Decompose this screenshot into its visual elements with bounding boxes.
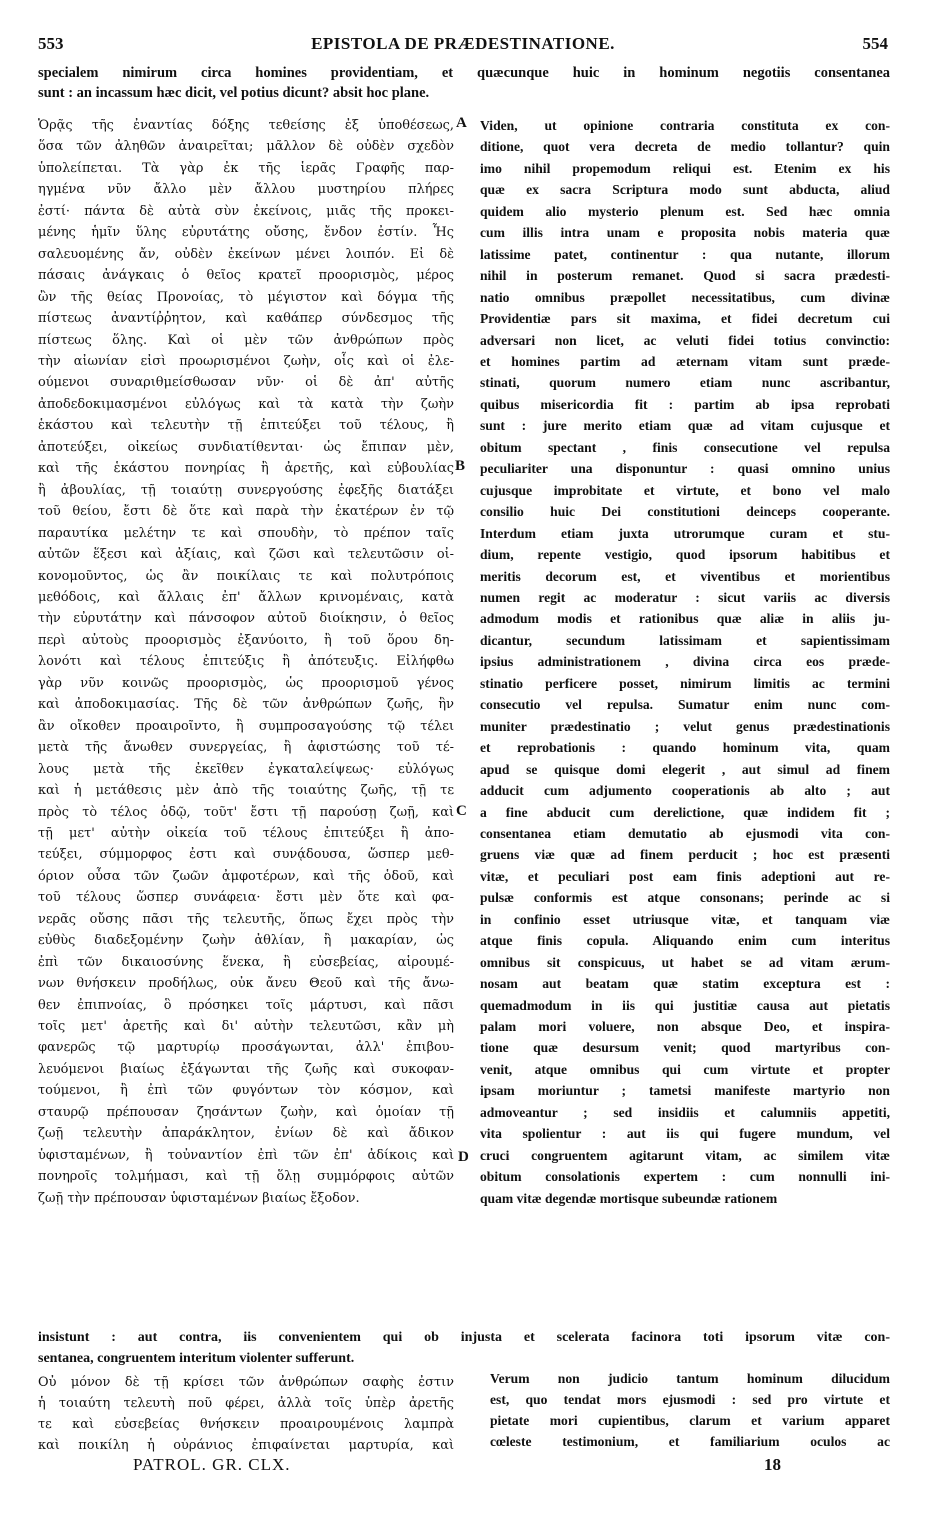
latin-line: adversari non licet, ac veluti fidei totius convinctio: bbox=[480, 332, 890, 348]
greek-line: ὑφισταμένων, ἢ τοὐναντίον ἐπὶ τῶν ἐπ' ἀδίκοις καὶ bbox=[38, 1147, 454, 1163]
full-line: insistunt : aut contra, iis convenientem qui ob injusta et scelerata facinora toti ipsorum vitæ con- bbox=[38, 1330, 890, 1345]
greek-line: καὶ ἡ μετάθεσις μὲν ἀπὸ τῆς τοιαύτης ζωῆς, τῇ τε bbox=[38, 783, 454, 799]
greek-line: τοῦ τέλους ὥσπερ συνάφεια· ἔστι μὲν ὅτε καὶ φα- bbox=[38, 890, 454, 906]
greek-line: σταυρῷ πρέπουσαν ζησάντων ζωὴν, καὶ ὁμοίαν τῇ bbox=[38, 1104, 454, 1120]
section-marker-b: B bbox=[455, 458, 466, 474]
latin-line: vita spolientur : aut iis qui fugere mundum, vel bbox=[480, 1126, 890, 1142]
greek-line: ἀποδεδοκιμασμένοι εὐλόγως καὶ τὰ κατὰ τὴν ζωὴν bbox=[38, 396, 454, 412]
greek-line: περὶ αὐτοὺς προορισμὸς ἐξανύοιτο, ἢ τοῦ ὅρου δη- bbox=[38, 632, 454, 648]
greek-line: πρὸς τὸ τέλος ὁδῷ, τοῦτ' ἔστι τῇ παρούσῃ ζωῇ, καὶ bbox=[38, 804, 454, 820]
greek-line: καὶ τῆς ἑκάστου πονηρίας ἢ ἀρετῆς, καὶ εὐβουλίας bbox=[38, 461, 454, 477]
latin-line: Verum non judicio tantum hominum dilucidum bbox=[490, 1371, 890, 1386]
greek-line: τῇ μετ' αὐτὴν οἰκεία τοῦ τέλους ἐπιτεύξει ἢ ἀπο- bbox=[38, 825, 454, 841]
greek-line: μένης ἡμῖν ὕλης εὐρυτάτης οὔσης, ἔνδον ἐστίν. Ἧς bbox=[38, 225, 454, 241]
latin-line: consentanea etiam demutatio ab ejusmodi vita con- bbox=[480, 825, 890, 841]
page-title: EPISTOLA DE PRÆDESTINATIONE. bbox=[311, 34, 615, 53]
latin-line: stinati, quorum numero etiam nunc ascribantur, bbox=[480, 375, 890, 391]
greek-line: λους μετὰ τῆς ἐκεῖθεν ἐγκαταλείψεως· εὐλόγως bbox=[38, 761, 454, 777]
greek-line: εὐθὺς διαδεξομένην ζωὴν ἀθλίαν, ἢ μακαρίαν, ὡς bbox=[38, 933, 454, 949]
greek-line: νων θνήσκειν προδήλως, οὐκ ἄνευ Θεοῦ καὶ τῆς ἄνω- bbox=[38, 976, 454, 992]
greek-line: ὢν τῆς θείας Προνοίας, τὸ μέγιστον καὶ δόγμα τῆς bbox=[38, 289, 454, 305]
greek-line: Ὁρᾷς τῆς ἐναντίας δόξης τεθείσης ἐξ ὑποθέσεως, bbox=[38, 118, 454, 133]
latin-line: pietate mori cupientibus, clarum et varium apparet bbox=[490, 1413, 890, 1428]
section-marker-a: A bbox=[456, 115, 467, 131]
latin-line: omnibus sit conspicuus, ut habet se ad vitam ærum- bbox=[480, 954, 890, 970]
latin-line: latissime patet, continentur : qua nutante, illorum bbox=[480, 246, 890, 262]
greek-line: τεύξει, σύμμορφος ἐστι καὶ συνᾴδουσα, ὥσπερ μεθ- bbox=[38, 847, 454, 863]
greek-line: ὅσα τῶν ἀληθῶν ἀναιρεῖται; μᾶλλον δὲ οὐδὲν σχεδὸν bbox=[38, 139, 454, 155]
latin-line: et homines partim ad æternam vitam sunt præde- bbox=[480, 353, 890, 369]
latin-line: nihil in posterum remanet. Quod si sacra prædesti- bbox=[480, 268, 890, 284]
latin-line: cœleste testimonium, et familiarium oculos ac bbox=[490, 1434, 890, 1449]
latin-line: adducit cum adjumento cooperationis ab alto ; aut bbox=[480, 783, 890, 799]
greek-line: ἀποτεύξει, οἰκείως συνδιατίθενται· ὡς ἔπιπαν μὲν, bbox=[38, 439, 454, 455]
running-header bbox=[38, 34, 888, 56]
full-width-paragraph bbox=[38, 1327, 890, 1369]
latin-line: quæ ex sacra Scriptura modo sunt abducta, aliud bbox=[480, 182, 890, 198]
latin-line: numen regit ac moderatur : sicut variis ac diversis bbox=[480, 589, 890, 605]
latin-line: venit, atque omnibus qui cum virtute et propter bbox=[480, 1061, 890, 1077]
page-number-left: 553 bbox=[38, 34, 64, 53]
greek-line: ζωῇ τελευτὴν ἀπαράκλητον, ἐνίων δὲ καὶ ἄδικον bbox=[38, 1126, 454, 1142]
footer-signature: 18 bbox=[764, 1455, 781, 1474]
latin-line: et reprobationis : quando hominum vita, quam bbox=[480, 740, 890, 756]
greek-line: τὴν αἰωνίαν εἰσὶ προωρισμένοι ζωὴν, οἷς καὶ οἱ ἐλε- bbox=[38, 353, 454, 369]
greek-line: ὑπολείπεται. Τὰ γὰρ ἐκ τῆς ἱερᾶς Γραφῆς παρ- bbox=[38, 160, 454, 176]
greek-line: φανερῶς τῷ μαρτυρίῳ προσάγωνται, ἀλλ' ἐπιβου- bbox=[38, 1040, 454, 1056]
greek-line: ἡ τοιαύτη τελευτὴ ποῦ φέρει, ἀλλὰ τοῖς ὑπὲρ ἀρετῆς bbox=[38, 1396, 454, 1411]
latin-line: quemadmodum in iis qui justitiæ causa aut pietatis bbox=[480, 997, 890, 1013]
greek-line: ἂν οἴκοθεν προαιροῖντο, ἢ συμπροσαγούσης τῷ τέλει bbox=[38, 718, 454, 734]
greek-line: νερᾶς οὔσης πᾶσι τῆς τελευτῆς, ὅπως ἔχει πρὸς τὴν bbox=[38, 911, 454, 927]
latin-line: quam vitæ degendæ mortisque subeundæ rationem bbox=[480, 1190, 778, 1206]
greek-line: τε καὶ εὐσεβείας θνήσκειν προαιρουμένοις λαμπρὰ bbox=[38, 1417, 454, 1432]
greek-line: γὰρ νῦν κοινῶς προορισμὸς, ὡς προορισμοῦ γένος bbox=[38, 675, 454, 691]
intro-line: specialem nimirum circa homines providentiam, et quæcunque huic in hominum negotiis consentanea bbox=[38, 65, 890, 81]
latin-line: ditione, quot vera decreta de medio tollantur? quin bbox=[480, 139, 890, 155]
greek-line: τοῦ θείου, ἔστι δὲ ὅτε καὶ παρὰ τὴν ἑκατέρων ἐν τῷ bbox=[38, 504, 454, 520]
latin-line: obitum spectant , finis consecutione vel repulsa bbox=[480, 439, 890, 455]
latin-column bbox=[480, 115, 890, 1209]
greek-line: αὐτῶν ἕξεσι καὶ ἀξίαις, καὶ ζῶσι καὶ τελευτῶσιν οἰ- bbox=[38, 547, 454, 563]
greek-line: ηγμένα νῦν ἄλλο μὲν ἄλλου μυστηρίου πλήρες bbox=[38, 182, 454, 198]
greek-line: ούμενοι συναριθμείσθωσαν νῦν· οἱ δὲ ἀπ' αὐτῆς bbox=[38, 375, 454, 391]
latin-line: a fine abducit cum derelictione, quæ indidem fit ; bbox=[480, 804, 890, 820]
latin-line: cujusque improbitate et virtute, et bono vel malo bbox=[480, 482, 890, 498]
latin-line: Providentiæ pars sit maxima, et fidei decretum cui bbox=[480, 311, 890, 327]
latin-line: stinatio perficere posset, nimirum limitis ac termini bbox=[480, 675, 890, 691]
greek-line: τοῖς μετ' ἀρετῆς καὶ δι' αὐτὴν τελευτῶσι, κἂν μὴ bbox=[38, 1019, 454, 1035]
bottom-greek-paragraph bbox=[38, 1372, 454, 1456]
greek-line: πίστεως ὅλης. Καὶ οἱ μὲν τῶν ἀνθρώπων πρὸς bbox=[38, 332, 454, 348]
intro-paragraph bbox=[38, 63, 890, 103]
latin-line: consecutio vel repulsa. Sumatur enim nunc com- bbox=[480, 697, 890, 713]
latin-line: admoveantur ; sed insidiis et calumniis appetiti, bbox=[480, 1104, 890, 1120]
greek-line: λευόμενοι βιαίως ἐξάγωνται τῆς ζωῆς καὶ συκοφαν- bbox=[38, 1061, 454, 1077]
greek-line: όριον οὖσα τῶν ζωῶν ἀμφοτέρων, καὶ τῆς ὁδοῦ, καὶ bbox=[38, 868, 454, 884]
latin-line: palam mori voluere, non absque Deo, et inspira- bbox=[480, 1019, 890, 1035]
latin-line: nosam aut beatam quæ statim exceptura est : bbox=[480, 976, 890, 992]
greek-line: καὶ ἀποδοκιμασίας. Τῆς δὲ τῶν ἀνθρώπων ζωῆς, ἣν bbox=[38, 697, 454, 713]
section-marker-c: C bbox=[456, 803, 467, 819]
greek-line: θεν ἐπιπνοίας, ὃ πρόσηκει τοῖς μάρτυσι, καὶ πᾶσι bbox=[38, 997, 454, 1013]
footer-series: PATROL. GR. CLX. bbox=[133, 1455, 291, 1474]
greek-line: σαλευομένης ἄν, οὐδὲν ἐκείνων μένει λοιπόν. Εἰ δὲ bbox=[38, 246, 454, 262]
latin-line: cruci congruentem agitarunt vitam, ac similem vitæ bbox=[480, 1147, 890, 1163]
latin-line: meritis decorum est, et viventibus et morientibus bbox=[480, 568, 890, 584]
latin-line: muniter prædestinatio ; velut genus prædestinationis bbox=[480, 718, 890, 734]
latin-line: vitæ, et peculiari post eam finis adeptioni aut re- bbox=[480, 868, 890, 884]
latin-line: consilio huic Dei constitutioni deinceps cooperante. bbox=[480, 504, 890, 520]
greek-line: μετὰ τῆς ἄνωθεν συνεργείας, ἢ ἀφιστώσης τοῦ τέ- bbox=[38, 740, 454, 756]
page-footer bbox=[38, 1455, 890, 1479]
latin-line: ipsius administrationem , divina circa eos præde- bbox=[480, 654, 890, 670]
latin-line: obitum consolationis expertem : cum nonnulli ini- bbox=[480, 1169, 890, 1185]
latin-line: dium, repente vestigio, quod ipsorum habitibus et bbox=[480, 547, 890, 563]
greek-line: ζωῇ τὴν πρέπουσαν ὑφισταμένων βιαίως ἔξοδον. bbox=[38, 1190, 360, 1206]
latin-line: natio omnibus præpollet necessitatibus, cum divinæ bbox=[480, 289, 890, 305]
latin-line: quibus misericordia fit : partim ab ipsa reprobati bbox=[480, 396, 890, 412]
greek-line: ἐστί· πάντα δὲ αὐτὰ σὺν ἐκείνοις, μιᾶς τῆς προκει- bbox=[38, 203, 454, 219]
greek-column bbox=[38, 115, 454, 1209]
greek-line: λονότι καὶ τέλους ἐπιτεύξις ἢ ἀπότευξις. Εἰλήφθω bbox=[38, 654, 454, 670]
bottom-latin-paragraph bbox=[490, 1368, 890, 1452]
greek-line: τὴν εὐρυτάτην καὶ πάνσοφον αὐτοῦ διοίκησιν, ὁ θεῖος bbox=[38, 611, 454, 627]
greek-line: πάσαις ἀνάγκαις ὁ θεῖος κρατεῖ προορισμὸς, μέρος bbox=[38, 268, 454, 284]
greek-line: πίστεως ἀναντίῤῥητον, καὶ καθάπερ σύνδεσμος τῆς bbox=[38, 311, 454, 327]
greek-line: τούμενοι, ἢ ἐπὶ τῶν φυγόντων τὸν κόσμον, καὶ bbox=[38, 1083, 454, 1099]
greek-line: καὶ ποικίλη ἡ οὐράνιος ἐπιφαίνεται μαρτυρία, καὶ bbox=[38, 1438, 454, 1453]
latin-line: est, quo tendat mors ejusmodi : sed pro virtute et bbox=[490, 1392, 890, 1407]
greek-line: κονομοῦντος, ὡς ἂν ποικίλαις τε καὶ πολυτρόποις bbox=[38, 568, 454, 584]
page-number-right: 554 bbox=[862, 34, 888, 53]
greek-line: ἐπὶ τῶν δικαιοσύνης ἕνεκα, ἢ εὐσεβείας, αἱρουμέ- bbox=[38, 954, 454, 970]
latin-line: pulsæ conformis est atque consonans; perinde ac si bbox=[480, 890, 890, 906]
latin-line: in confinio esset utriusque vitæ, et tanquam viæ bbox=[480, 911, 890, 927]
greek-line: μεθόδοις, καὶ ἄλλαις ἐπ' ἄλλων κρινομέναις, κατὰ bbox=[38, 589, 454, 605]
latin-line: Interdum etiam juxta utrorumque curam et stu- bbox=[480, 525, 890, 541]
greek-line: ἢ ἀβουλίας, τῇ τοιαύτῃ συνεργούσης ἐφεξῆς διατάξει bbox=[38, 482, 454, 498]
latin-line: tione quæ desursum venit; quod martyribus con- bbox=[480, 1040, 890, 1056]
latin-line: Viden, ut opinione contraria constituta ex con- bbox=[480, 118, 890, 133]
latin-line: atque finis copula. Aliquando enim cum interitus bbox=[480, 933, 890, 949]
latin-line: apud se quisque domi elegerit , aut simul ad finem bbox=[480, 761, 890, 777]
greek-line: ἑκάστου καὶ τελευτὴν τῇ ἐπιτεύξει τοῦ τέλους, ἢ bbox=[38, 418, 454, 434]
latin-line: peculiariter una disponuntur : quasi omnino unius bbox=[480, 461, 890, 477]
latin-line: imo nihil propemodum reliqui est. Etenim ex his bbox=[480, 160, 890, 176]
greek-line: πονηροῖς τολμήμασι, καὶ τῇ ὅλῃ συμμόρφοις αὐτῶν bbox=[38, 1169, 454, 1185]
latin-line: ipsam moriuntur ; tametsi manifeste martyrio non bbox=[480, 1083, 890, 1099]
section-marker-d: D bbox=[458, 1149, 469, 1165]
greek-line: Οὐ μόνον δὲ τῇ κρίσει τῶν ἀνθρώπων σαφὴς ἐστιν bbox=[38, 1375, 454, 1390]
latin-line: sunt : jure merito etiam quæ ad vitam cujusque et bbox=[480, 418, 890, 434]
latin-line: gruens viæ quæ ad finem perducit ; hoc est præsenti bbox=[480, 847, 890, 863]
latin-line: quidem alio mysterio plenum est. Sed hæc omnia bbox=[480, 203, 890, 219]
latin-line: admodum modis et rationibus quæ aliæ in aliis ju- bbox=[480, 611, 890, 627]
full-line: sentanea, congruentem interitum violenter sufferunt. bbox=[38, 1351, 355, 1366]
latin-line: cum illis intra unam e proposita nobis materia quæ bbox=[480, 225, 890, 241]
greek-line: παραυτίκα μελέτην τε καὶ σπουδὴν, τὸ πρέπον ταῖς bbox=[38, 525, 454, 541]
latin-line: dicantur, secundum latissimam et sapientissimam bbox=[480, 632, 890, 648]
intro-line: sunt : an incassum hæc dicit, vel potius dicunt? absit hoc plane. bbox=[38, 85, 430, 101]
